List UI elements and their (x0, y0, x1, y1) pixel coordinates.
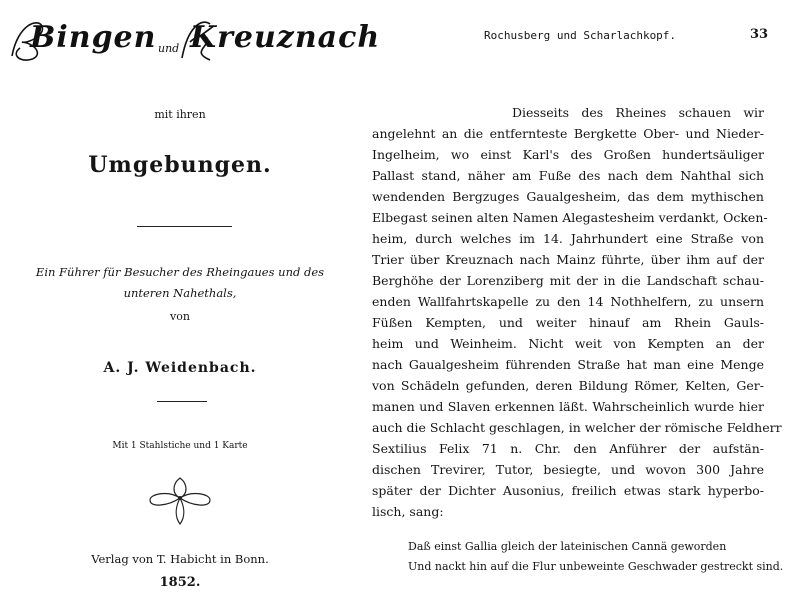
body-line: Sextilius Felix 71 n. Chr. den Anführer der aufstän- (372, 441, 764, 456)
author-name: A. J. Weidenbach. (103, 360, 257, 376)
title-word-kreuznach: Kreuznach (190, 20, 381, 55)
body-line: heim und Weinheim. Nicht weit von Kempten an der (372, 336, 764, 351)
body-line: wendenden Bergzuges Gaualgesheim, das dem mythischen (372, 189, 764, 204)
running-head: Rochusberg und Scharlachkopf. (484, 29, 677, 42)
body-line: manen und Slaven erkennen läßt. Wahrscheinlich wurde hier (372, 399, 764, 414)
body-paragraph (372, 102, 782, 522)
title-page (0, 0, 381, 600)
title-word-und: und (158, 42, 180, 55)
by-line: von (170, 310, 190, 323)
title-word-bingen: Bingen (30, 20, 157, 55)
body-line: lisch, sang: (372, 504, 444, 519)
quote-line: Und nackt hin auf die Flur unbeweinte Geschwader gestreckt sind. (408, 560, 784, 573)
plates-note: Mit 1 Stahlstiche und 1 Karte (112, 441, 248, 451)
body-line: enden Wallfahrtskapelle zu den 14 Nothhelfern, zu unsern (372, 294, 764, 309)
body-line: nach Gaualgesheim führenden Straße hat man eine Menge (372, 357, 764, 372)
body-line: später der Dichter Ausonius, freilich etwas stark hyperbo- (372, 483, 764, 498)
description-line: unteren Nahethals, (123, 286, 237, 300)
with-their-line: mit ihren (154, 108, 206, 121)
body-line: Elbegast seinen alten Namen Alegastesheim verdankt, Ocken- (372, 210, 768, 225)
publication-year: 1852. (159, 575, 201, 590)
body-line: Diesseits des Rheines schauen wir (512, 105, 764, 120)
short-divider-rule (157, 401, 207, 402)
quote-line: Daß einst Gallia gleich der lateinischen Cannä geworden (408, 540, 727, 553)
description-line: Ein Führer für Besucher des Rheingaues und des (35, 265, 325, 279)
body-line: auch die Schlacht geschlagen, in welcher der römische Feldherr (372, 420, 782, 435)
body-line: Trier über Kreuznach nach Mainz führte, über ihm auf der (372, 252, 764, 267)
publisher-line: Verlag von T. Habicht in Bonn. (91, 552, 269, 566)
body-line: angelehnt an die entfernteste Bergkette Ober- und Nieder- (372, 126, 764, 141)
divider-rule (137, 226, 232, 227)
verse-quote (408, 537, 784, 577)
subtitle: Umgebungen. (88, 152, 272, 178)
flourish-ornament (140, 470, 220, 530)
text-page (372, 0, 792, 600)
body-line: Pallast stand, näher am Fuße des nach dem Nahthal sich (372, 168, 764, 183)
description (20, 262, 340, 327)
body-line: Ingelheim, wo einst Karl's des Großen hundertsäuliger (372, 147, 764, 162)
body-line: von Schädeln gefunden, deren Bildung Römer, Kelten, Ger- (372, 378, 764, 393)
body-line: dischen Trevirer, Tutor, besiegte, und wovon 300 Jahre (372, 462, 764, 477)
page-number: 33 (750, 27, 769, 42)
book-title (0, 8, 381, 72)
body-line: heim, durch welches im 14. Jahrhundert eine Straße von (372, 231, 764, 246)
body-line: Füßen Kempten, und weiter hinauf am Rhein Gauls- (372, 315, 764, 330)
body-line: Berghöhe der Lorenziberg mit der in die Landschaft schau- (372, 273, 764, 288)
